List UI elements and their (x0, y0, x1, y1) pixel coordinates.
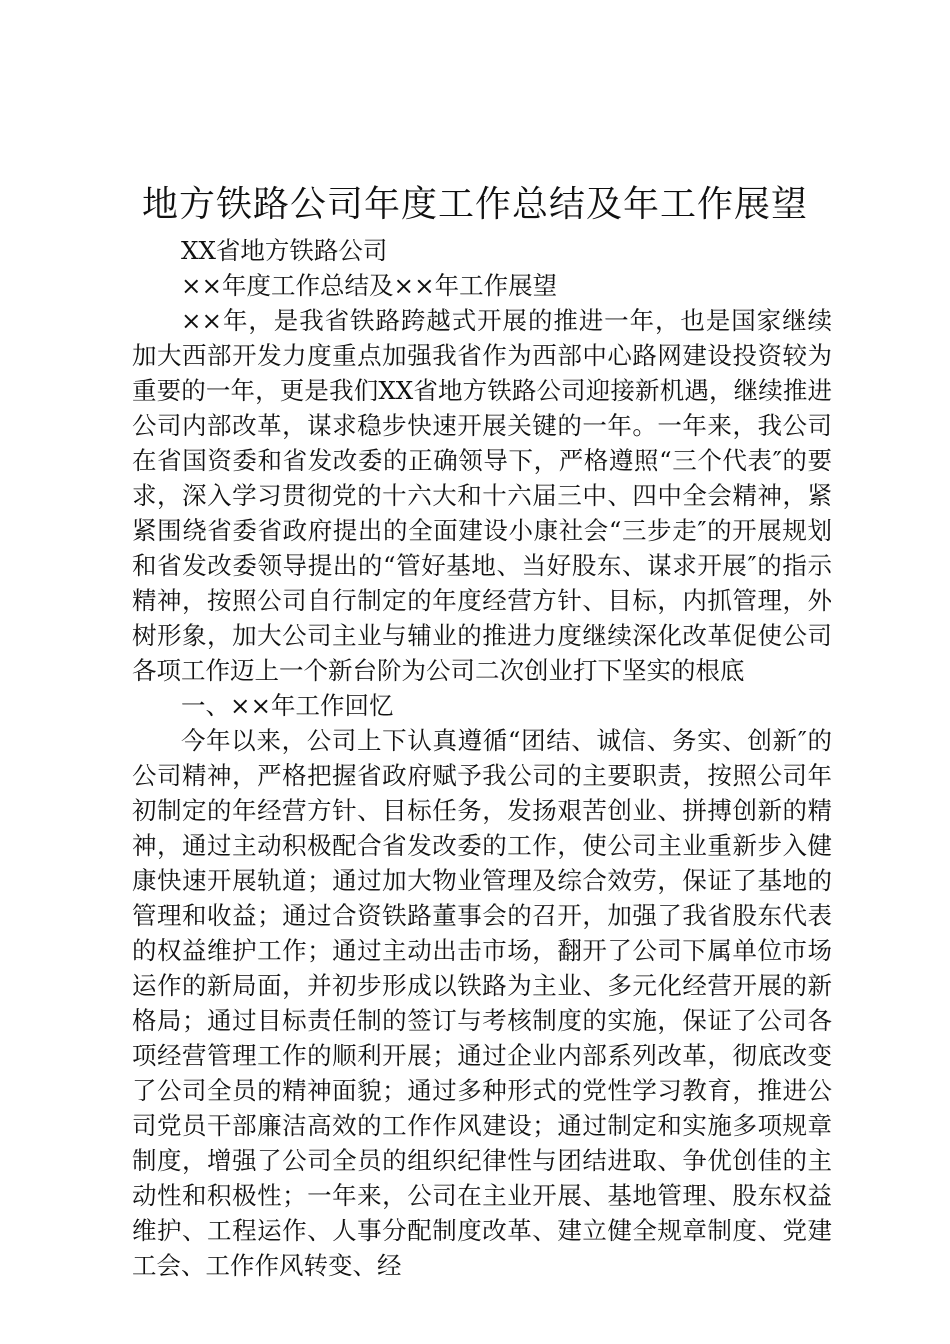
review-paragraph: 今年以来，公司上下认真遵循“团结、诚信、务实、创新″的公司精神，严格把握省政府赋予我公司的主要职责，按照公司年初制定的年经营方针、目标任务，发扬艰苦创业、拼搏创新的精神，通过主动积极配合省发改委的工作，使公司主业重新步入健康快速开展轨道；通过加大物业管理及综合效劳，保证了基地的管理和收益；通过合资铁路董事会的召开，加强了我省股东代表的权益维护工作；通过主动出击市场，翻开了公司下属单位市场运作的新局面，并初步形成以铁路为主业、多元化经营开展的新格局；通过目标责任制的签订与考核制度的实施，保证了公司各项经营管理工作的顺利开展；通过企业内部系列改革，彻底改变了公司全员的精神面貌；通过多种形式的党性学习教育，推进公司党员干部廉洁高效的工作作风建设；通过制定和实施多项规章制度，增强了公司全员的组织纪律性与团结进取、争优创佳的主动性和积极性；一年来，公司在主业开展、基地管理、股东权益维护、工程运作、人事分配制度改革、建立健全规章制度、党建工会、工作作风转变、经 (132, 726, 832, 1280)
intro-paragraph: ××年，是我省铁路跨越式开展的推进一年，也是国家继续加大西部开发力度重点加强我省作为西部中心路网建设投资较为重要的一年，更是我们XX省地方铁路公司迎接新机遇，继续推进公司内部改革，谋求稳步快速开展关键的一年。一年来，我公司在省国资委和省发改委的正确领导下，严格遵照“三个代表″的要求，深入学习贯彻党的十六大和十六届三中、四中全会精神，紧紧围绕省委省政府提出的全面建设小康社会“三步走″的开展规划和省发改委领导提出的“管好基地、当好股东、谋求开展″的指示精神，按照公司自行制定的年度经营方针、目标，内抓管理，外树形象，加大公司主业与辅业的推进力度继续深化改革促使公司各项工作迈上一个新台阶为公司二次创业打下坚实的根底 (132, 306, 832, 685)
section-heading: 一、××年工作回忆 (181, 691, 394, 720)
document-title: 地方铁路公司年度工作总结及年工作展望 (141, 184, 808, 225)
company-name-line: XX省地方铁路公司 (181, 236, 388, 265)
document-body (132, 233, 832, 1283)
subtitle-line: ××年度工作总结及××年工作展望 (181, 271, 558, 300)
